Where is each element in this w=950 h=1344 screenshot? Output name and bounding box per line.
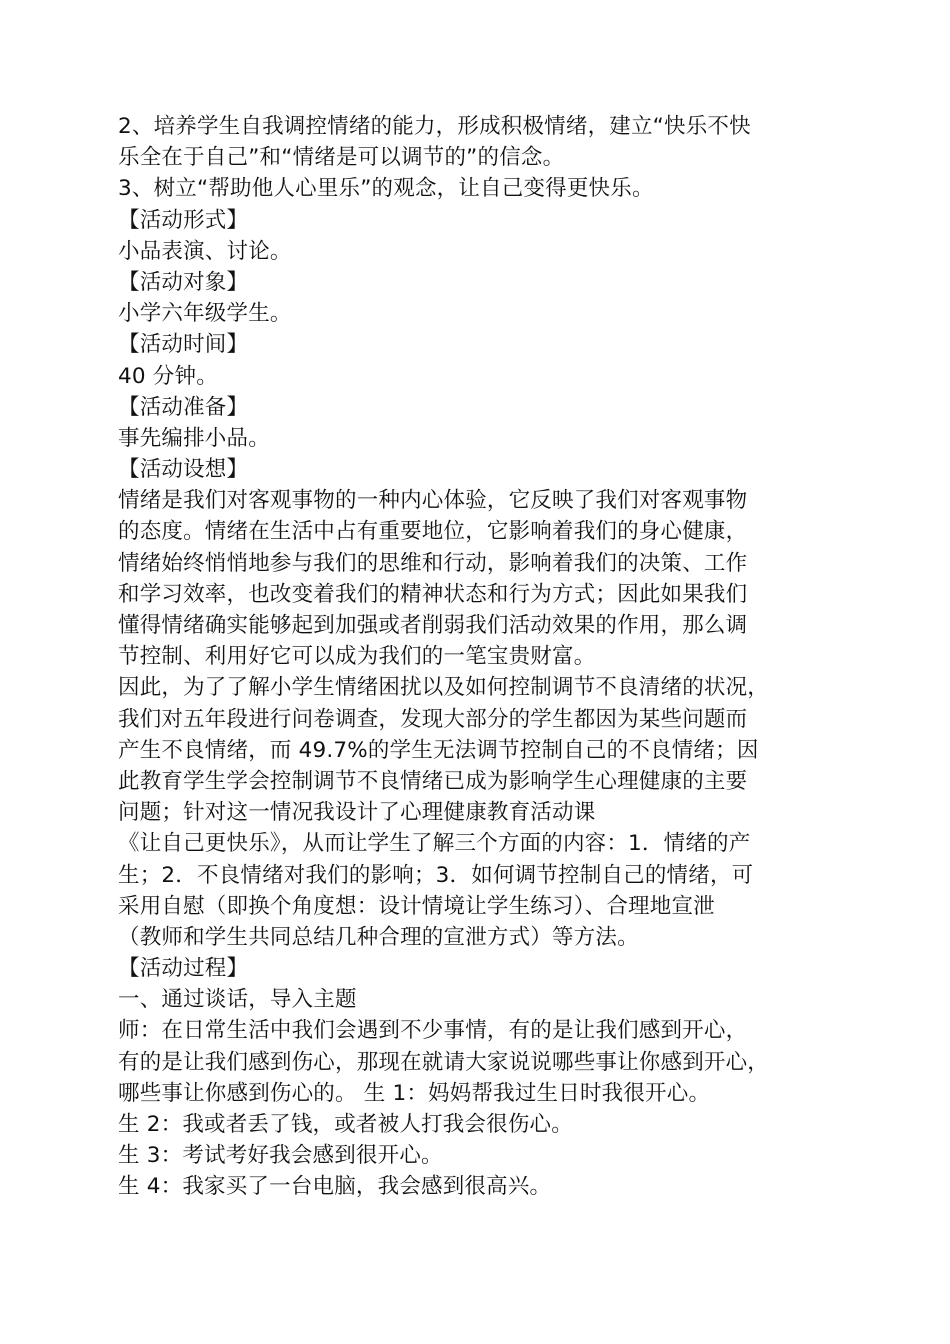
text-line: 产生不良情绪，而 49.7%的学生无法调节控制自己的不良情绪；因 xyxy=(118,737,759,763)
section-heading: 【活动形式】 xyxy=(118,207,249,233)
text-line: 生；2．不良情绪对我们的影响；3．如何调节控制自己的情绪，可 xyxy=(118,862,754,888)
text-line: 情绪始终悄悄地参与我们的思维和行动，影响着我们的决策、工作 xyxy=(118,550,748,576)
text-line: 2、培养学生自我调控情绪的能力，形成积极情绪，建立“快乐不快 xyxy=(118,114,751,139)
text-line: 有的是让我们感到伤心，那现在就请大家说说哪些事让你感到开心， xyxy=(118,1049,770,1075)
text-line: 问题；针对这一情况我设计了心理健康教育活动课 xyxy=(118,800,596,826)
text-line: 生 3：考试考好我会感到很开心。 xyxy=(118,1143,443,1169)
text-line: 40 分钟。 xyxy=(118,363,218,389)
text-line: 的态度。情绪在生活中占有重要地位，它影响着我们的身心健康， xyxy=(118,519,748,545)
section-heading: 【活动对象】 xyxy=(118,269,249,295)
text-line: 因此，为了了解小学生情绪困扰以及如何控制调节不良清绪的状况， xyxy=(118,675,770,701)
text-line: 采用自慰（即换个角度想：设计情境让学生练习）、合理地宣泄 xyxy=(118,893,715,919)
text-line: 3、树立“帮助他人心里乐”的观念，让自己变得更快乐。 xyxy=(118,176,654,202)
text-line: 《让自己更快乐》，从而让学生了解三个方面的内容：1．情绪的产 xyxy=(118,831,751,857)
text-line: 和学习效率，也改变着我们的精神状态和行为方式；因此如果我们 xyxy=(118,581,748,607)
text-line: （教师和学生共同总结几种合理的宣泄方式）等方法。 xyxy=(118,924,639,950)
text-line: 哪些事让你感到伤心的。 生 1：妈妈帮我过生日时我很开心。 xyxy=(118,1080,711,1106)
text-line: 节控制、利用好它可以成为我们的一笔宝贵财富。 xyxy=(118,644,596,670)
text-line: 乐全在于自己”和“情绪是可以调节的”的信念。 xyxy=(118,145,565,171)
text-line: 小品表演、讨论。 xyxy=(118,238,292,264)
text-line: 情绪是我们对客观事物的一种内心体验，它反映了我们对客观事物 xyxy=(118,488,748,514)
section-heading: 【活动设想】 xyxy=(118,457,249,483)
text-line: 小学六年级学生。 xyxy=(118,301,292,327)
text-line: 我们对五年段进行问卷调查，发现大部分的学生都因为某些问题而 xyxy=(118,706,748,732)
section-heading: 【活动过程】 xyxy=(118,956,249,982)
text-line: 懂得情绪确实能够起到加强或者削弱我们活动效果的作用，那么调 xyxy=(118,613,748,638)
section-heading: 【活动准备】 xyxy=(118,394,249,420)
section-heading: 【活动时间】 xyxy=(118,332,249,358)
text-line: 事先编排小品。 xyxy=(118,425,270,451)
text-line: 一、通过谈话，导入主题 xyxy=(118,987,357,1013)
document-page xyxy=(118,111,878,1203)
text-line: 此教育学生学会控制调节不良情绪已成为影响学生心理健康的主要 xyxy=(118,768,748,794)
text-line: 师：在日常生活中我们会遇到不少事情，有的是让我们感到开心， xyxy=(118,1018,748,1044)
text-line: 生 2：我或者丢了钱，或者被人打我会很伤心。 xyxy=(118,1112,573,1137)
text-line: 生 4：我家买了一台电脑，我会感到很高兴。 xyxy=(118,1174,552,1200)
